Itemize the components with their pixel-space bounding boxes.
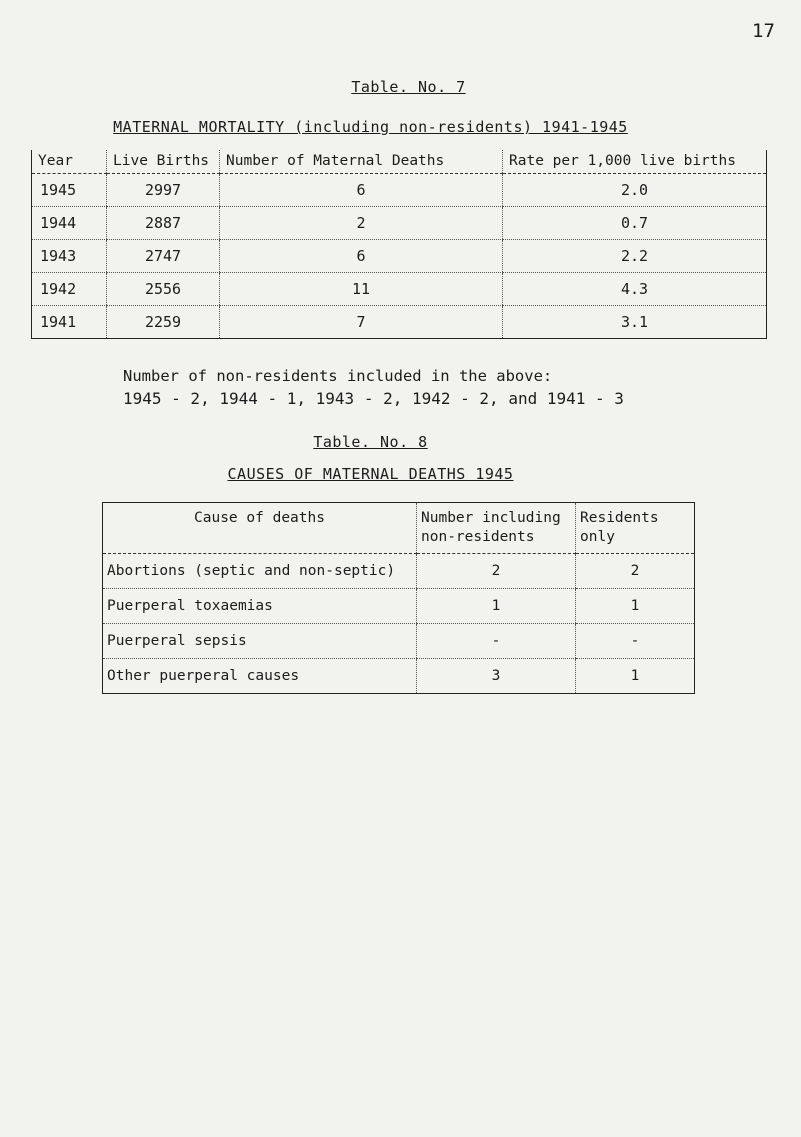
including-non-residents-cell: 3 <box>417 659 576 694</box>
live-births-cell: 2997 <box>107 174 220 207</box>
rate-cell: 4.3 <box>503 273 767 306</box>
non-residents-breakdown: 1945 - 2, 1944 - 1, 1943 - 2, 1942 - 2, and 1941 - 3 <box>123 389 624 408</box>
table-header-row <box>103 503 695 554</box>
table-row <box>32 273 767 306</box>
maternal-deaths-cell: 6 <box>220 240 503 273</box>
rate-cell: 2.0 <box>503 174 767 207</box>
causes-of-maternal-deaths-table <box>102 502 695 694</box>
cause-cell: Puerperal toxaemias <box>103 589 417 624</box>
including-non-residents-cell: - <box>417 624 576 659</box>
cause-cell: Abortions (septic and non-septic) <box>103 554 417 589</box>
column-header-year: Year <box>32 150 107 174</box>
table-7-label: Table. No. 7 <box>351 78 466 96</box>
year-cell: 1942 <box>32 273 107 306</box>
table-row <box>103 554 695 589</box>
table-header-row <box>32 150 767 174</box>
year-cell: 1941 <box>32 306 107 339</box>
column-header-including-non-residents: Number including non-residents <box>417 503 576 554</box>
column-header-cause: Cause of deaths <box>103 503 417 554</box>
rate-cell: 3.1 <box>503 306 767 339</box>
table-8-label: Table. No. 8 <box>313 433 428 451</box>
year-cell: 1943 <box>32 240 107 273</box>
cause-cell: Puerperal sepsis <box>103 624 417 659</box>
table-row <box>103 624 695 659</box>
residents-only-cell: 1 <box>576 659 695 694</box>
maternal-deaths-cell: 11 <box>220 273 503 306</box>
non-residents-note: Number of non-residents included in the above: <box>123 367 553 385</box>
maternal-deaths-cell: 7 <box>220 306 503 339</box>
table-row <box>103 659 695 694</box>
table-row <box>32 174 767 207</box>
maternal-mortality-table <box>31 150 767 339</box>
column-header-live-births: Live Births <box>107 150 220 174</box>
residents-only-cell: 2 <box>576 554 695 589</box>
live-births-cell: 2747 <box>107 240 220 273</box>
maternal-deaths-cell: 6 <box>220 174 503 207</box>
rate-cell: 2.2 <box>503 240 767 273</box>
maternal-deaths-cell: 2 <box>220 207 503 240</box>
table-8-title: CAUSES OF MATERNAL DEATHS 1945 <box>227 465 514 483</box>
table-7-title: MATERNAL MORTALITY (including non-residents) 1941-1945 <box>113 118 628 136</box>
column-header-maternal-deaths: Number of Maternal Deaths <box>220 150 503 174</box>
table-row <box>103 589 695 624</box>
table-row <box>32 207 767 240</box>
including-non-residents-cell: 2 <box>417 554 576 589</box>
table-row <box>32 306 767 339</box>
cause-cell: Other puerperal causes <box>103 659 417 694</box>
rate-cell: 0.7 <box>503 207 767 240</box>
year-cell: 1945 <box>32 174 107 207</box>
table-row <box>32 240 767 273</box>
live-births-cell: 2556 <box>107 273 220 306</box>
column-header-residents-only: Residents only <box>576 503 695 554</box>
column-header-rate: Rate per 1,000 live births <box>503 150 767 174</box>
residents-only-cell: 1 <box>576 589 695 624</box>
live-births-cell: 2887 <box>107 207 220 240</box>
residents-only-cell: - <box>576 624 695 659</box>
live-births-cell: 2259 <box>107 306 220 339</box>
year-cell: 1944 <box>32 207 107 240</box>
page-number: 17 <box>752 20 775 42</box>
including-non-residents-cell: 1 <box>417 589 576 624</box>
